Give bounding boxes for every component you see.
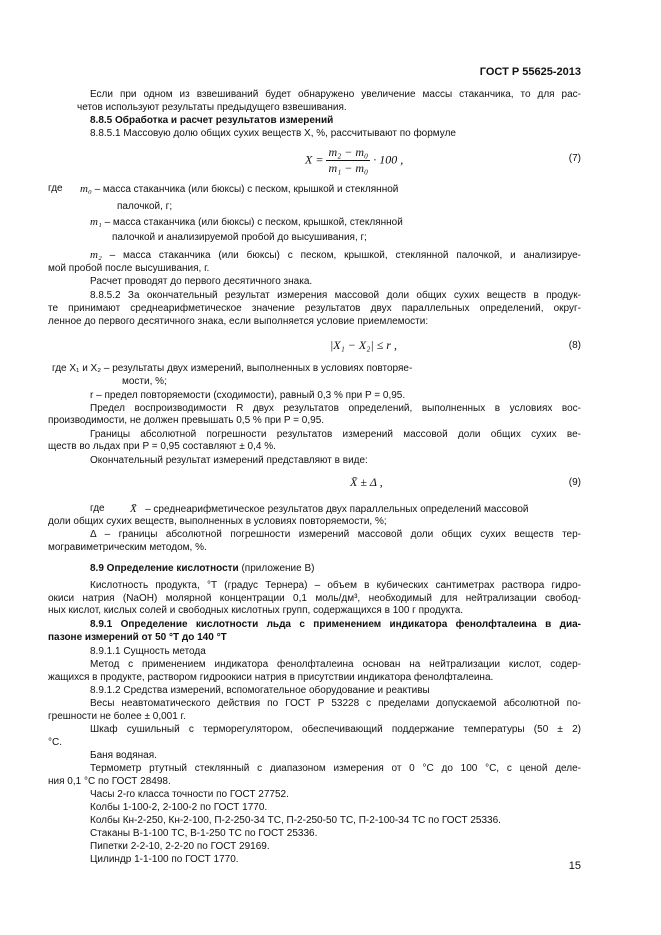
- definition-line: мости, %;: [122, 376, 167, 387]
- list-item: Стаканы В-1-100 ТС, В-1-250 ТС по ГОСТ 25336.: [90, 828, 318, 839]
- symbol: X̄: [130, 503, 137, 515]
- paragraph-line: 8.8.5.2 За окончательный результат измерения массовой доли общих сухих веществ в продук-: [90, 290, 581, 301]
- appendix-ref: (приложение В): [238, 563, 315, 574]
- formula-9: X̄ ± Δ ,: [350, 475, 383, 489]
- formula-number: (8): [568, 340, 581, 351]
- list-item: Пипетки 2-2-10, 2-2-20 по ГОСТ 29169.: [90, 841, 270, 852]
- formula-8: |X₁ − X₂| ≤ r ,: [330, 338, 397, 352]
- paragraph-line: Весы неавтоматического действия по ГОСТ Р 53228 с пределами допускаемой абсолютной по-: [90, 698, 581, 709]
- list-item: Колбы 1-100-2, 2-100-2 по ГОСТ 1770.: [90, 802, 268, 813]
- paragraph-line: грешности не более ± 0,001 г.: [48, 711, 186, 722]
- definition-text: – среднеарифметическое результатов двух параллельных определений массовой: [145, 504, 529, 515]
- paragraph-line: Кислотность продукта, °Т (градус Тернера) – объем в кубических сантиметрах раствора гидро-: [90, 580, 581, 591]
- formula-number: (9): [568, 477, 581, 488]
- paragraph-line: Окончательный результат измерений представляют в виде:: [90, 455, 368, 466]
- list-item: Часы 2-го класса точности по ГОСТ 27752.: [90, 789, 289, 800]
- paragraph-line: ных кислот, кислых солей и свободных кислотных групп, содержащихся в 100 г продукта.: [48, 605, 464, 616]
- where-label: где: [90, 503, 105, 514]
- definition-line: палочкой, г;: [117, 201, 173, 212]
- definition-line: r – предел повторяемости (сходимости), равный 0,3 % при P = 0,95.: [90, 390, 406, 401]
- paragraph-line: 8.9.1.2 Средства измерений, вспомогательное оборудование и реактивы: [90, 685, 430, 696]
- formula-7: [305, 145, 403, 176]
- paragraph-line: °С.: [48, 737, 62, 748]
- symbol: m₀: [80, 183, 92, 195]
- document-code: ГОСТ Р 55625-2013: [479, 66, 581, 78]
- symbol: m₁: [90, 216, 102, 228]
- where-label: где: [48, 183, 63, 194]
- paragraph-line: те принимают среднеарифметическое значение результатов двух параллельных определений, округ-: [48, 303, 581, 314]
- section-heading: [90, 563, 314, 575]
- definition-line: [90, 216, 403, 229]
- paragraph-line: Границы абсолютной погрешности результатов измерений массовой доли общих сухих ве-: [90, 429, 581, 440]
- fraction-denominator: m₁ − m₀: [328, 161, 369, 175]
- definition-line: где X₁ и X₂ – результаты двух измерений, выполненных в условиях повторяе-: [52, 363, 413, 374]
- fraction-numerator: m₂ − m₀: [328, 145, 369, 159]
- paragraph-line: окиси натрия (NaOH) молярной концентрации 0,1 моль/дм³, необходимый для нейтрализации свобод-: [48, 593, 581, 604]
- definition-line: [90, 249, 581, 262]
- symbol: m₂: [90, 249, 102, 261]
- paragraph-line: Предел воспроизводимости R двух результатов определений, выполненных в условиях вос-: [90, 403, 581, 414]
- formula-fraction: [326, 145, 370, 176]
- definition-line: [80, 183, 398, 196]
- paragraph-line: Шкаф сушильный с терморегулятором, обеспечивающий поддержание температуры (50 ± 2): [90, 724, 581, 735]
- paragraph-line: Баня водяная.: [90, 750, 157, 761]
- section-heading: 8.8.5 Обработка и расчет результатов измерений: [90, 115, 334, 126]
- list-item: Колбы Кн-2-250, Кн-2-100, П-2-250-34 ТС, П-2-250-50 ТС, П-2-100-34 ТС по ГОСТ 25336.: [90, 815, 501, 826]
- paragraph-line: Расчет проводят до первого десятичного знака.: [90, 276, 313, 287]
- definition-text: – масса стаканчика (или бюксы) с песком, крышкой, стеклянной палочкой, и анализируе-: [109, 250, 581, 261]
- paragraph-line: Если при одном из взвешиваний будет обнаружено увеличение массы стаканчика, то для рас-: [90, 89, 581, 100]
- section-heading: 8.9.1 Определение кислотности льда с применением индикатора фенолфталеина в диа-: [90, 619, 581, 630]
- section-title: 8.9 Определение кислотности: [90, 563, 239, 574]
- paragraph-line: жащихся в продукте, раствором гидроокиси натрия в присутствии индикатора фенолфталеина.: [48, 672, 494, 683]
- definition-line: доли общих сухих веществ, выполненных в условиях повторяемости, %;: [48, 516, 387, 527]
- paragraph-line: 8.9.1.1 Сущность метода: [90, 646, 206, 657]
- definition-text: – масса стаканчика (или бюксы) с песком, крышкой и стеклянной: [94, 184, 399, 195]
- paragraph-line: ния 0,1 °С по ГОСТ 28498.: [48, 776, 171, 787]
- definition-line: Δ – границы абсолютной погрешности измерений массовой доли общих сухих веществ тер-: [90, 529, 581, 540]
- section-heading: пазоне измерений от 50 °Т до 140 °Т: [48, 632, 227, 643]
- formula-lhs: X =: [305, 152, 324, 167]
- paragraph-line: ленное до первого десятичного знака, если выполняется условие приемлемости:: [48, 316, 429, 327]
- definition-text: – масса стаканчика (или бюксы) с песком, крышкой, стеклянной: [104, 217, 403, 228]
- list-item: Цилиндр 1-1-100 по ГОСТ 1770.: [90, 854, 239, 865]
- definition-line: [130, 503, 528, 516]
- paragraph-line: 8.8.5.1 Массовую долю общих сухих веществ X, %, рассчитывают по формуле: [90, 128, 456, 139]
- formula-number: (7): [568, 153, 581, 164]
- paragraph-line: производимости, не должен превышать 0,5 % при P = 0,95.: [48, 415, 325, 426]
- paragraph-line: четов используют результаты предыдущего взвешивания.: [77, 102, 347, 113]
- paragraph-line: ществ во льдах при P = 0,95 составляют ± 0,4 %.: [48, 441, 276, 452]
- page-number: 15: [568, 860, 581, 872]
- definition-line: мой пробой после высушивания, г.: [48, 263, 210, 274]
- definition-line: палочкой и анализируемой пробой до высушивания, г;: [112, 232, 367, 243]
- paragraph-line: Метод с применением индикатора фенолфталеина основан на нейтрализации кислот, содер-: [90, 659, 581, 670]
- paragraph-line: Термометр ртутный стеклянный с диапазоном измерения от 0 °С до 100 °С, с ценой деле-: [90, 763, 581, 774]
- formula-rhs: · 100 ,: [373, 152, 404, 167]
- definition-line: могравиметрическим методом, %.: [48, 542, 207, 553]
